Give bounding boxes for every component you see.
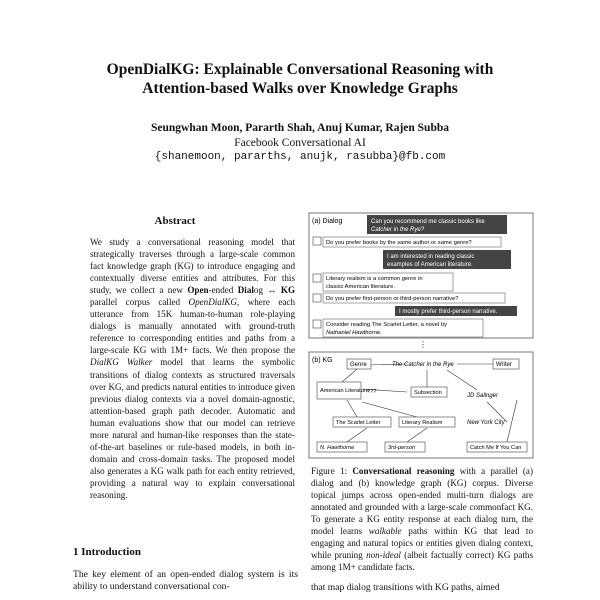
abstract-model-name: DialKG Walker [90,357,153,368]
kg-edge [342,369,357,382]
caption-bold: Conversational reasoning [352,466,455,476]
bubble-agent-3-text: Do you prefer first-person or third-person narrative? [326,296,459,302]
title-line-1: OpenDialKG: Explainable Conversational Reasoning with [106,61,494,78]
bubble-agent-4-line1: Consider reading The Scarlet Letter, a novel by [326,322,448,328]
abstract-text-1: We study a conversational reasoning model that strategically traverses through a large-scale common fact knowledge graph (KG) to introduce engaging and contextually diverse entities and attributes. For this study, we collect a new [90,237,295,296]
kg-node-hawthorne-label: N. Hawthorne [320,445,355,451]
kg-edge [447,370,477,390]
kg-edge [362,402,417,417]
abstract-dataset-name: OpenDialKG [188,297,237,308]
kg-node-catcher-label: The Catcher in the Rye [392,362,454,368]
kg-node-nyc-label: New York City [467,420,505,426]
caption-text-3: (albeit factually correct) KG paths among 1M+ candidate facts. [311,550,533,573]
kg-edge [487,402,507,422]
figure-caption [311,465,533,573]
kg-label: (b) KG [312,357,333,364]
kg-node-subsection-label: Subsection [414,390,442,396]
agent-icon [313,294,321,302]
kg-node-american-lit-label: American Literature [320,388,369,394]
dialog-label: (a) Dialog [312,218,343,225]
abstract-open: Open [187,285,209,296]
dialog-ellipsis: ⋮ [419,340,427,349]
caption-text-2: paths within KG that lead to engaging and natural topics or entities given dialog context, while pruning [311,526,533,561]
kg-node-salinger-label: JD Salinger [467,393,499,399]
kg-node-3rd-person-label: 3rd-person [388,445,416,451]
abstract-heading: Abstract [154,215,196,227]
bubble-user-2-line1: I am interested in reading classic [387,254,475,260]
kg-edge-unknown-label: ??? [367,389,377,395]
bubble-user-1-line1: Can you recommend me classic books like [371,219,485,225]
agent-icon [313,237,321,245]
bubble-agent-2-line2: classic American literature. [326,284,395,290]
abstract-arrow: ↔ [267,285,277,296]
abstract-dial-rest: og [253,285,268,296]
abstract-open-rest: -ended [208,285,238,296]
kg-node-catch-me-label: Catch Me If You Can [470,445,522,451]
kg-edge [347,400,357,417]
kg-edge [347,428,367,442]
abstract-text-4: model that learns the symbolic transitions of dialog contexts as structured traversals over KG, and predicts natural entities to introduce given previous dialog contexts via a novel domain-agnostic, attention-based graph path decoder. Automatic and human evaluations show that our model can retrieve more natural and human-like responses than the state-of-the-art baselines or rule-based models, in both in-domain and cross-domain tasks. The proposed model also generates a KG walk path for each entity retrieved, providing a natural way to explain conversational reasoning. [90,357,295,500]
kg-node-genre-label: Genre [350,362,367,368]
caption-nonideal: non-ideal [366,550,401,561]
kg-node-writer-label: Writer [496,362,512,368]
caption-walkable: walkable [368,526,402,537]
bubble-user-1-line2: Catcher in the Rye? [371,227,425,233]
title-line-2: Attention-based Walks over Knowledge Graphs [142,80,458,97]
bubble-user-3-text: I mostly prefer third-person narrative. [399,309,498,315]
agent-icon [313,320,321,328]
abstract-text-3: , where each utterance from 15K human-to-human role-playing dialogs is manually annotated with ground-truth reference to corresponding entities and paths from a large-scale KG with 1M+ facts. We then propose the [90,297,295,356]
authors: Seungwhan Moon, Pararth Shah, Anuj Kumar, Rajen Subba [150,122,449,134]
abstract-kg: KG [276,285,296,296]
kg-node-scarlet-letter-label: The Scarlet Letter [336,420,381,426]
intro-text: The key element of an open-ended dialog system is its ability to understand conversational con- [73,569,298,593]
bubble-user-2-line2: examples of American literature. [387,262,473,268]
bubble-agent-4-line2: Nathaniel Hawthorne. [326,330,382,336]
kg-edge [407,428,427,442]
right-column-text: that map dialog transitions with KG paths, aimed [311,582,500,593]
abstract-body [90,236,295,501]
abstract-text-2: parallel corpus called [90,297,189,308]
abstract-dial: Dial [237,285,254,296]
figure-1 [307,212,535,460]
agent-icon [313,274,321,282]
intro-heading: 1 Introduction [73,546,141,558]
bubble-agent-1-text: Do you prefer books by the same author or same genre? [326,240,472,246]
kg-edge [507,400,517,442]
paper-title [60,60,540,98]
caption-label: Figure 1: [311,466,353,476]
email: {shanemoon, pararths, anujk, rasubba}@fb.com [154,151,446,163]
caption-text-1: with a parallel (a) dialog and (b) knowledge graph (KG) corpus. Diverse topical jumps across open-ended multi-turn dialogs are annotated and grounded with a large-scale commonfact KG. To generate a KG entity response at each dialog turn, the model learns [311,466,533,537]
affiliation: Facebook Conversational AI [234,137,366,149]
kg-node-literary-realism-label: Literary Realism [402,420,443,426]
bubble-agent-2-line1: Literary realism is a common genre in [326,276,423,282]
